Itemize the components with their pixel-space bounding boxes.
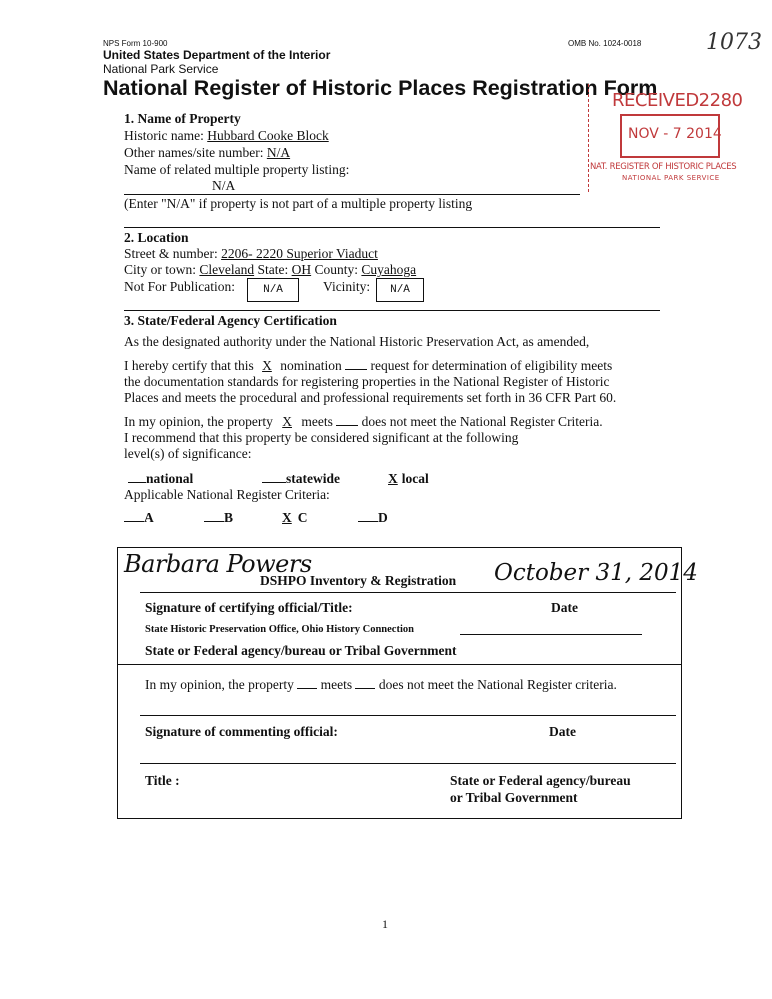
certify-line2: the documentation standards for registering properties in the National Register of Historic: [124, 374, 610, 389]
street-label: Street & number:: [124, 246, 218, 261]
does-not-meet-blank: [336, 425, 358, 426]
criteria-b: [204, 510, 233, 526]
department-name: United States Department of the Interior: [103, 48, 331, 62]
vicinity-box: N/A: [376, 278, 424, 302]
office-blank: [460, 634, 642, 635]
related-listing-underline: [124, 194, 580, 195]
level-statewide: [262, 471, 340, 487]
criteria-d-label: D: [378, 510, 388, 525]
omb-number: OMB No. 1024-0018: [568, 39, 642, 48]
request-blank: [345, 369, 367, 370]
title-label: Title :: [145, 773, 180, 788]
signature-date-label: Date: [551, 600, 578, 615]
criteria-label: Applicable National Register Criteria:: [124, 487, 330, 502]
commenting-opinion-c: does not meet the National Register criteria.: [378, 677, 617, 692]
commenting-line-1: [140, 715, 676, 716]
vicinity-label: Vicinity:: [323, 279, 371, 294]
handwritten-number: 1073: [706, 30, 762, 55]
office-name: State Historic Preservation Office, Ohio History Connection: [145, 624, 414, 635]
criteria-d-blank: [358, 521, 378, 522]
street-row: [124, 246, 378, 262]
commenting-meets-blank: [297, 688, 317, 689]
signer-title: DSHPO Inventory & Registration: [260, 573, 457, 588]
section1-note: (Enter "N/A" if property is not part of a multiple property listing: [124, 196, 473, 211]
certify-line1: [124, 358, 612, 374]
stamp-border: [588, 84, 590, 192]
stamp-line2: NATIONAL PARK SERVICE: [622, 174, 720, 182]
signed-date: October 31, 2014: [494, 560, 698, 586]
historic-name-row: [124, 128, 329, 144]
criteria-a-label: A: [144, 510, 154, 525]
stamp-date: NOV - 7 2014: [628, 126, 722, 142]
agency2-line1: State or Federal agency/bureau: [450, 773, 631, 788]
city-row: [124, 262, 416, 278]
not-for-publication-label: Not For Publication:: [124, 279, 235, 294]
national-blank: [128, 482, 146, 483]
recommend-line1: I recommend that this property be considered significant at the following: [124, 430, 519, 445]
state-label: State:: [257, 262, 289, 277]
other-names-label: Other names/site number:: [124, 145, 264, 160]
related-listing-label: Name of related multiple property listing:: [124, 162, 350, 177]
criteria-c-label: C: [297, 510, 308, 525]
agency2-line2: or Tribal Government: [450, 790, 578, 805]
certify-text-c: request for determination of eligibility meets: [370, 358, 613, 373]
criteria-a-blank: [124, 521, 144, 522]
opinion-text-b: meets: [301, 414, 333, 429]
opinion-text-c: does not meet the National Register Criteria.: [361, 414, 603, 429]
criteria-c-check: X: [282, 510, 292, 525]
signature-box-divider: [117, 664, 681, 665]
certify-text-a: I hereby certify that this: [124, 358, 254, 373]
related-listing-value: N/A: [212, 178, 236, 193]
street-value: 2206- 2220 Superior Viaduct: [221, 246, 378, 261]
agency-label: State or Federal agency/bureau or Tribal Government: [145, 643, 457, 658]
service-name: National Park Service: [103, 62, 219, 76]
county-label: County:: [314, 262, 359, 277]
other-names-value: N/A: [266, 145, 291, 160]
form-number: NPS Form 10-900: [103, 39, 168, 48]
section2-divider: [124, 310, 660, 311]
signature-line: [140, 592, 676, 593]
state-value: OH: [291, 262, 312, 277]
historic-name-label: Historic name:: [124, 128, 204, 143]
authority-intro: As the designated authority under the National Historic Preservation Act, as amended,: [124, 334, 590, 349]
recommend-line2: level(s) of significance:: [124, 446, 252, 461]
city-value: Cleveland: [199, 262, 255, 277]
page-title: National Register of Historic Places Registration Form: [103, 76, 658, 100]
statewide-blank: [262, 482, 286, 483]
statewide-label: statewide: [286, 471, 340, 486]
criteria-c: [276, 510, 308, 526]
certify-text-b: nomination: [280, 358, 342, 373]
local-label: local: [401, 471, 429, 486]
meets-check: X: [282, 414, 292, 429]
level-local: [388, 471, 429, 487]
opinion-text-a: In my opinion, the property: [124, 414, 273, 429]
commenting-opinion-b: meets: [320, 677, 353, 692]
received-stamp: [588, 84, 748, 196]
handwritten-signature: Barbara Powers: [124, 550, 312, 578]
commenting-opinion: [145, 677, 617, 693]
not-for-publication-box: N/A: [247, 278, 299, 302]
section1-heading: 1. Name of Property: [124, 111, 241, 126]
level-national: [128, 471, 193, 487]
certify-line3: Places and meets the procedural and professional requirements set forth in 36 CFR Part 60.: [124, 390, 617, 405]
commenting-not-meet-blank: [355, 688, 375, 689]
stamp-line1: NAT. REGISTER OF HISTORIC PLACES: [590, 162, 737, 172]
section1-divider: [124, 227, 660, 228]
page-number: 1: [382, 917, 388, 931]
criteria-a: [124, 510, 154, 526]
signature-label: Signature of certifying official/Title:: [145, 600, 353, 615]
commenting-date-label: Date: [549, 724, 576, 739]
criteria-b-label: B: [224, 510, 234, 525]
section2-heading: 2. Location: [124, 230, 189, 245]
other-names-row: [124, 145, 290, 161]
section3-heading: 3. State/Federal Agency Certification: [124, 313, 337, 328]
criteria-b-blank: [204, 521, 224, 522]
city-label: City or town:: [124, 262, 197, 277]
stamp-received: RECEIVED2280: [612, 90, 743, 111]
commenting-opinion-a: In my opinion, the property: [145, 677, 294, 692]
commenting-line-2: [140, 763, 676, 764]
nomination-check: X: [262, 358, 272, 373]
local-check: X: [388, 471, 398, 486]
historic-name-value: Hubbard Cooke Block: [207, 128, 329, 143]
national-label: national: [146, 471, 194, 486]
commenting-signature-label: Signature of commenting official:: [145, 724, 338, 739]
opinion-line: [124, 414, 603, 430]
criteria-d: [358, 510, 388, 526]
county-value: Cuyahoga: [361, 262, 417, 277]
